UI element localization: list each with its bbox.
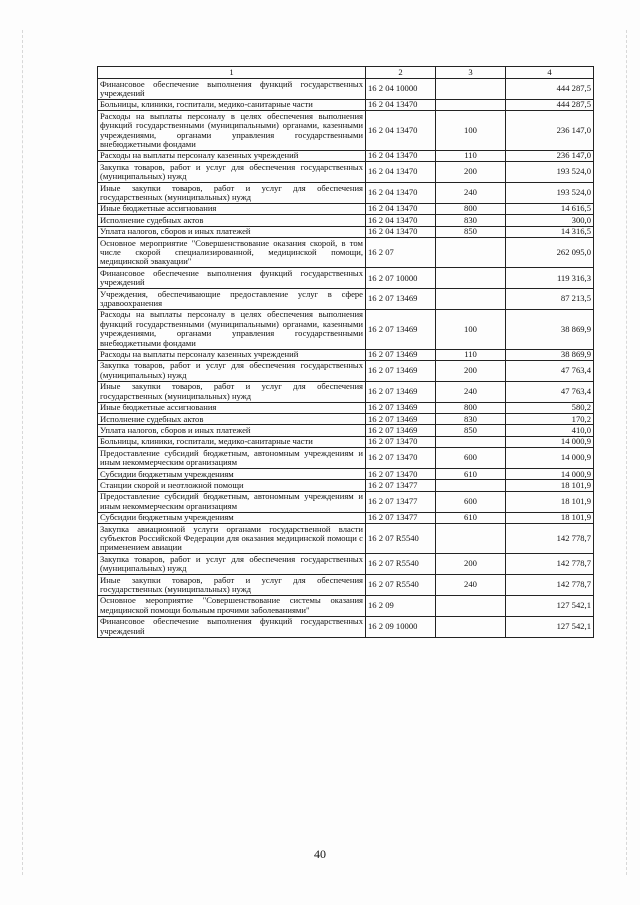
row-amount: 47 763,4 (506, 381, 594, 402)
table-row (98, 425, 594, 436)
row-amount: 410,0 (506, 425, 594, 436)
row-amount: 87 213,5 (506, 289, 594, 310)
row-expense-type (436, 79, 506, 100)
row-expense-type (436, 436, 506, 447)
row-code: 16 2 04 10000 (366, 79, 436, 100)
table-row (98, 111, 594, 151)
row-code: 16 2 07 13477 (366, 491, 436, 512)
row-expense-type: 800 (436, 203, 506, 214)
row-expense-type (436, 480, 506, 491)
row-expense-type: 600 (436, 491, 506, 512)
table-row (98, 469, 594, 480)
row-amount: 18 101,9 (506, 512, 594, 523)
row-description: Иные закупки товаров, работ и услуг для обеспечения государственных (муниципальных) нужд (98, 183, 366, 204)
row-code: 16 2 07 R5540 (366, 554, 436, 575)
row-amount: 444 287,5 (506, 79, 594, 100)
row-description: Расходы на выплаты персоналу в целях обеспечения выполнения функций государственными (муниципальными) органами, казенными учреждениями, органами управления государственными внебюджетными фондами (98, 309, 366, 349)
row-description: Закупка товаров, работ и услуг для обеспечения государственных (муниципальных) нужд (98, 360, 366, 381)
table-row (98, 99, 594, 110)
row-description: Основное мероприятие "Совершенствование оказания скорой, в том числе скорой специализированной, медицинской помощи, медицинской эвакуации" (98, 238, 366, 268)
row-expense-type: 600 (436, 448, 506, 469)
table-row (98, 360, 594, 381)
row-amount: 14 000,9 (506, 469, 594, 480)
row-expense-type (436, 595, 506, 616)
row-code: 16 2 07 R5540 (366, 524, 436, 554)
row-description: Расходы на выплаты персоналу в целях обеспечения выполнения функций государственными (муниципальными) органами, казенными учреждениями, органами управления государственными внебюджетными фондами (98, 111, 366, 151)
row-description: Исполнение судебных актов (98, 414, 366, 425)
row-expense-type: 110 (436, 349, 506, 360)
row-description: Больницы, клиники, госпитали, медико-санитарные части (98, 99, 366, 110)
table-row (98, 595, 594, 616)
table-row (98, 414, 594, 425)
row-description: Учреждения, обеспечивающие предоставление услуг в сфере здравоохранения (98, 289, 366, 310)
budget-table (97, 66, 594, 638)
row-expense-type (436, 238, 506, 268)
table-row (98, 524, 594, 554)
row-expense-type: 240 (436, 183, 506, 204)
row-expense-type: 610 (436, 512, 506, 523)
row-code: 16 2 07 13469 (366, 289, 436, 310)
table-row (98, 402, 594, 413)
row-description: Предоставление субсидий бюджетным, автономным учреждениям и иным некоммерческим организациям (98, 491, 366, 512)
row-code: 16 2 09 10000 (366, 616, 436, 637)
row-description: Иные бюджетные ассигнования (98, 203, 366, 214)
table-row (98, 150, 594, 161)
row-description: Закупка товаров, работ и услуг для обеспечения государственных (муниципальных) нужд (98, 554, 366, 575)
table-row (98, 309, 594, 349)
row-code: 16 2 07 13469 (366, 402, 436, 413)
row-expense-type: 830 (436, 414, 506, 425)
table-row (98, 491, 594, 512)
row-expense-type: 110 (436, 150, 506, 161)
row-code: 16 2 07 13470 (366, 469, 436, 480)
row-amount: 18 101,9 (506, 480, 594, 491)
row-expense-type (436, 268, 506, 289)
table-row (98, 183, 594, 204)
row-code: 16 2 07 13469 (366, 349, 436, 360)
scan-edge-left (22, 30, 24, 875)
row-description: Исполнение судебных актов (98, 215, 366, 226)
row-description: Уплата налогов, сборов и иных платежей (98, 425, 366, 436)
row-amount: 14 316,5 (506, 226, 594, 237)
row-amount: 193 524,0 (506, 183, 594, 204)
row-description: Расходы на выплаты персоналу казенных учреждений (98, 349, 366, 360)
row-description: Иные закупки товаров, работ и услуг для обеспечения государственных (муниципальных) нужд (98, 575, 366, 596)
table-row (98, 79, 594, 100)
row-expense-type: 200 (436, 554, 506, 575)
table-row (98, 436, 594, 447)
row-expense-type: 200 (436, 162, 506, 183)
row-expense-type: 240 (436, 381, 506, 402)
row-expense-type: 240 (436, 575, 506, 596)
table-row (98, 616, 594, 637)
table-row (98, 575, 594, 596)
row-amount: 38 869,9 (506, 309, 594, 349)
row-code: 16 2 07 13469 (366, 425, 436, 436)
row-amount: 47 763,4 (506, 360, 594, 381)
row-expense-type: 200 (436, 360, 506, 381)
row-amount: 300,0 (506, 215, 594, 226)
table-row (98, 448, 594, 469)
column-header-2: 2 (366, 67, 436, 79)
row-code: 16 2 07 13469 (366, 381, 436, 402)
row-expense-type: 800 (436, 402, 506, 413)
row-amount: 142 778,7 (506, 524, 594, 554)
scan-edge-right (626, 30, 628, 875)
row-expense-type: 100 (436, 111, 506, 151)
row-amount: 119 316,3 (506, 268, 594, 289)
row-expense-type: 610 (436, 469, 506, 480)
table-row (98, 554, 594, 575)
row-amount: 580,2 (506, 402, 594, 413)
row-description: Финансовое обеспечение выполнения функций государственных учреждений (98, 79, 366, 100)
row-description: Расходы на выплаты персоналу казенных учреждений (98, 150, 366, 161)
table-row (98, 289, 594, 310)
row-code: 16 2 09 (366, 595, 436, 616)
row-expense-type: 850 (436, 226, 506, 237)
row-description: Иные бюджетные ассигнования (98, 402, 366, 413)
table-row (98, 512, 594, 523)
row-amount: 236 147,0 (506, 111, 594, 151)
row-description: Предоставление субсидий бюджетным, автономным учреждениям и иным некоммерческим организациям (98, 448, 366, 469)
row-description: Уплата налогов, сборов и иных платежей (98, 226, 366, 237)
row-amount: 14 000,9 (506, 448, 594, 469)
budget-table-body (98, 67, 594, 638)
table-row (98, 238, 594, 268)
row-amount: 236 147,0 (506, 150, 594, 161)
row-code: 16 2 04 13470 (366, 162, 436, 183)
row-code: 16 2 07 13470 (366, 448, 436, 469)
table-header-row (98, 67, 594, 79)
row-amount: 193 524,0 (506, 162, 594, 183)
row-description: Финансовое обеспечение выполнения функций государственных учреждений (98, 268, 366, 289)
row-amount: 127 542,1 (506, 616, 594, 637)
row-expense-type: 850 (436, 425, 506, 436)
row-expense-type (436, 289, 506, 310)
row-amount: 14 000,9 (506, 436, 594, 447)
row-code: 16 2 07 13477 (366, 512, 436, 523)
row-description: Закупка авиационной услуги органами государственной власти субъектов Российской Федерации для оказания медицинской помощи с применением авиации (98, 524, 366, 554)
row-code: 16 2 07 13469 (366, 360, 436, 381)
row-expense-type: 100 (436, 309, 506, 349)
table-row (98, 226, 594, 237)
row-description: Субсидии бюджетным учреждениям (98, 469, 366, 480)
table-row (98, 268, 594, 289)
row-code: 16 2 07 13470 (366, 436, 436, 447)
row-amount: 170,2 (506, 414, 594, 425)
row-amount: 142 778,7 (506, 575, 594, 596)
row-description: Больницы, клиники, госпитали, медико-санитарные части (98, 436, 366, 447)
row-code: 16 2 04 13470 (366, 215, 436, 226)
row-code: 16 2 07 13469 (366, 309, 436, 349)
table-row (98, 381, 594, 402)
page-number: 40 (314, 847, 326, 861)
row-code: 16 2 04 13470 (366, 99, 436, 110)
column-header-1: 1 (98, 67, 366, 79)
table-row (98, 215, 594, 226)
row-description: Станции скорой и неотложной помощи (98, 480, 366, 491)
row-amount: 38 869,9 (506, 349, 594, 360)
row-expense-type (436, 99, 506, 110)
row-description: Основное мероприятие "Совершенствование системы оказания медицинской помощи больным прочими заболеваниями" (98, 595, 366, 616)
table-row (98, 480, 594, 491)
row-description: Иные закупки товаров, работ и услуг для обеспечения государственных (муниципальных) нужд (98, 381, 366, 402)
row-amount: 127 542,1 (506, 595, 594, 616)
row-code: 16 2 07 13477 (366, 480, 436, 491)
column-header-4: 4 (506, 67, 594, 79)
table-row (98, 162, 594, 183)
table-row (98, 203, 594, 214)
row-expense-type (436, 616, 506, 637)
row-amount: 14 616,5 (506, 203, 594, 214)
row-code: 16 2 04 13470 (366, 111, 436, 151)
row-code: 16 2 04 13470 (366, 183, 436, 204)
row-code: 16 2 07 10000 (366, 268, 436, 289)
row-expense-type: 830 (436, 215, 506, 226)
row-code: 16 2 07 R5540 (366, 575, 436, 596)
row-amount: 262 095,0 (506, 238, 594, 268)
row-amount: 142 778,7 (506, 554, 594, 575)
row-code: 16 2 04 13470 (366, 150, 436, 161)
row-amount: 444 287,5 (506, 99, 594, 110)
column-header-3: 3 (436, 67, 506, 79)
table-row (98, 349, 594, 360)
row-code: 16 2 04 13470 (366, 203, 436, 214)
row-amount: 18 101,9 (506, 491, 594, 512)
row-description: Субсидии бюджетным учреждениям (98, 512, 366, 523)
row-description: Финансовое обеспечение выполнения функций государственных учреждений (98, 616, 366, 637)
row-expense-type (436, 524, 506, 554)
row-description: Закупка товаров, работ и услуг для обеспечения государственных (муниципальных) нужд (98, 162, 366, 183)
row-code: 16 2 07 13469 (366, 414, 436, 425)
row-code: 16 2 04 13470 (366, 226, 436, 237)
row-code: 16 2 07 (366, 238, 436, 268)
